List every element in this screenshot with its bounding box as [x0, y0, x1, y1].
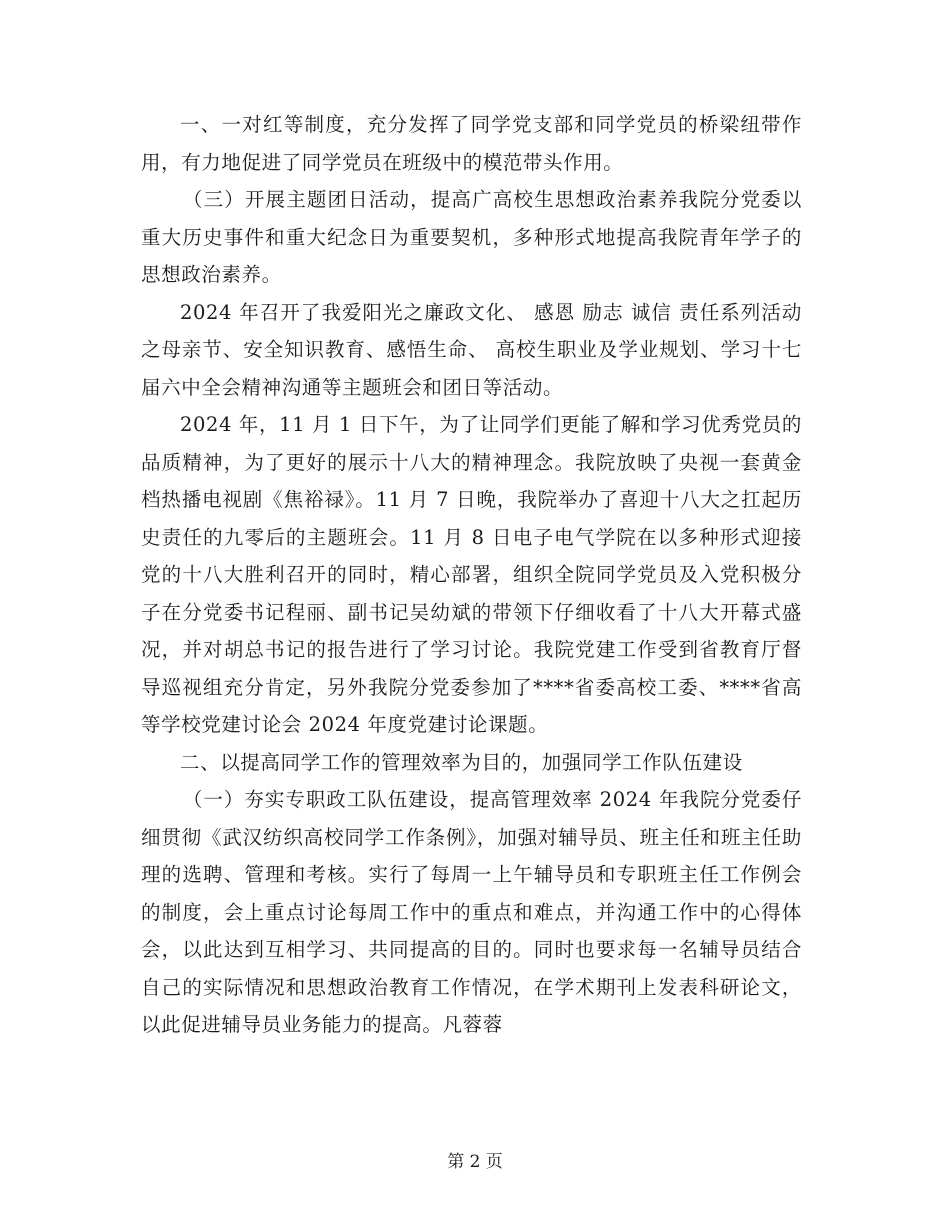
document-body — [141, 106, 802, 1044]
paragraph-2: （三）开展主题团日活动，提高广高校生思想政治素养我院分党委以重大历史事件和重大纪念日为重要契机，多种形式地提高我院青年学子的思想政治素养。 — [141, 188, 802, 286]
paragraph-6: （一）夯实专职政工队伍建设，提高管理效率 2024 年我院分党委仔细贯彻《武汉纺织高校同学工作条例》，加强对辅导员、班主任和班主任助理的选聘、管理和考核。实行了每周一上午辅导员和专职班主任工作例会的制度，会上重点讨论每周工作中的重点和难点，并沟通工作中的心得体会，以此达到互相学习、共同提高的目的。同时也要求每一名辅导员结合自己的实际情况和思想政治教育工作情况，在学术期刊上发表科研论文，以此促进辅导员业务能力的提高。凡蓉蓉 — [141, 788, 802, 1036]
page-number: 第 2 页 — [447, 1152, 503, 1172]
section-heading-2: 二、以提高同学工作的管理效率为目的，加强同学工作队伍建设 — [180, 750, 743, 774]
paragraph-3: 2024 年召开了我爱阳光之廉政文化、 感恩 励志 诚信 责任系列活动之母亲节、安全知识教育、感悟生命、 高校生职业及学业规划、学习十七届六中全会精神沟通等主题班会和团日等活动。 — [141, 300, 802, 399]
paragraph-1: 一、一对红等制度，充分发挥了同学党支部和同学党员的桥梁纽带作用，有力地促进了同学党员在班级中的模范带头作用。 — [141, 113, 802, 174]
paragraph-4: 2024 年，11 月 1 日下午，为了让同学们更能了解和学习优秀党员的品质精神，为了更好的展示十八大的精神理念。我院放映了央视一套黄金档热播电视剧《焦裕禄》。11 月 7 日晚，我院举办了喜迎十八大之扛起历史责任的九零后的主题班会。11 月 8 日电子电气学院在以多种形式迎接党的十八大胜利召开的同时，精心部署，组织全院同学党员及入党积极分子在分党委书记程丽、副书记吴幼斌的带领下仔细收看了十八大开幕式盛况，并对胡总书记的报告进行了学习讨论。我院党建工作受到省教育厅督导巡视组充分肯定，另外我院分党委参加了****省委高校工委、****省高等学校党建讨论会 2024 年度党建讨论课题。 — [141, 413, 802, 736]
